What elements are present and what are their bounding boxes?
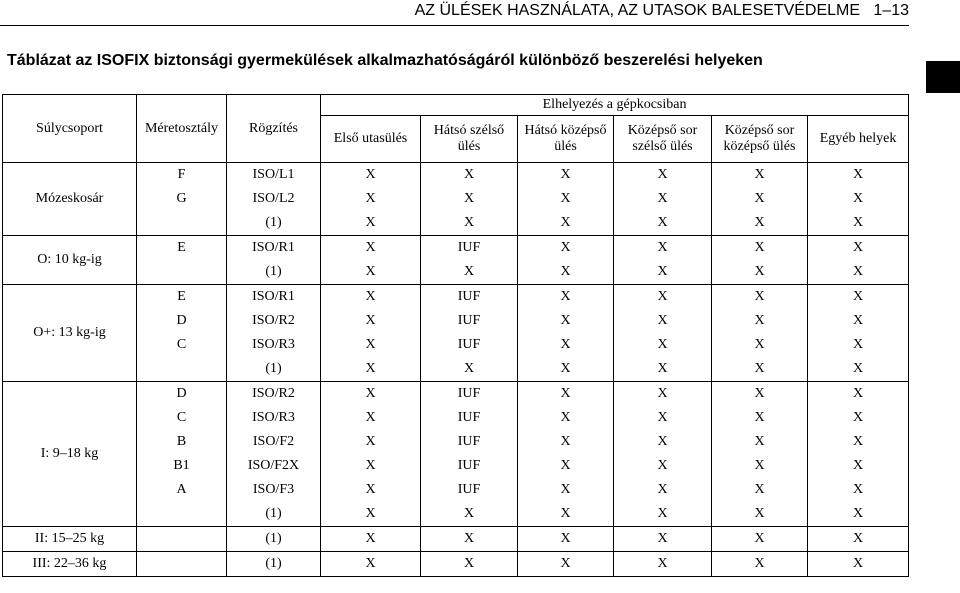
col-header-fixture: Rögzítés [227, 95, 321, 163]
cell-mid-center: X [712, 211, 808, 236]
cell-mid-center: X [712, 552, 808, 577]
cell-other: X [808, 406, 909, 430]
cell-other: X [808, 527, 909, 552]
table-row [3, 382, 909, 407]
cell-fixture: ISO/R2 [227, 382, 321, 407]
table-body [3, 163, 909, 577]
cell-fixture: ISO/R3 [227, 406, 321, 430]
cell-mid-outer: X [614, 163, 712, 188]
table-row [3, 430, 909, 454]
table-row [3, 406, 909, 430]
col-header-weight-group: Súlycsoport [3, 95, 137, 163]
cell-rear-outer: X [421, 260, 518, 285]
cell-front: X [321, 552, 421, 577]
cell-mid-outer: X [614, 309, 712, 333]
cell-front: X [321, 454, 421, 478]
table-row [3, 527, 909, 552]
cell-fixture: ISO/L1 [227, 163, 321, 188]
cell-rear-outer: IUF [421, 285, 518, 310]
cell-rear-center: X [518, 236, 614, 261]
table-row [3, 552, 909, 577]
cell-front: X [321, 285, 421, 310]
cell-front: X [321, 478, 421, 502]
cell-other: X [808, 163, 909, 188]
cell-front: X [321, 236, 421, 261]
col-header-middle-center: Középső sor középső ülés [712, 116, 808, 163]
cell-mid-center: X [712, 430, 808, 454]
cell-other: X [808, 333, 909, 357]
cell-mid-center: X [712, 382, 808, 407]
cell-mid-outer: X [614, 357, 712, 382]
cell-mid-outer: X [614, 187, 712, 211]
cell-size [137, 502, 227, 527]
weight-group-cell: O: 10 kg-ig [3, 236, 137, 285]
cell-other: X [808, 552, 909, 577]
cell-rear-outer: IUF [421, 406, 518, 430]
cell-rear-center: X [518, 406, 614, 430]
cell-rear-center: X [518, 211, 614, 236]
cell-other: X [808, 260, 909, 285]
cell-fixture: (1) [227, 502, 321, 527]
table-row [3, 260, 909, 285]
cell-other: X [808, 285, 909, 310]
col-header-middle-outer: Középső sor szélső ülés [614, 116, 712, 163]
cell-fixture: (1) [227, 527, 321, 552]
cell-mid-center: X [712, 478, 808, 502]
cell-size: D [137, 382, 227, 407]
cell-front: X [321, 406, 421, 430]
cell-size: D [137, 309, 227, 333]
cell-mid-outer: X [614, 382, 712, 407]
cell-size: A [137, 478, 227, 502]
cell-mid-outer: X [614, 333, 712, 357]
cell-size [137, 552, 227, 577]
cell-mid-center: X [712, 236, 808, 261]
page-number: 1–13 [873, 2, 909, 19]
cell-mid-outer: X [614, 478, 712, 502]
weight-group-cell: III: 22–36 kg [3, 552, 137, 577]
weight-group-cell: Mózeskosár [3, 163, 137, 236]
col-header-front-seat: Első utasülés [321, 116, 421, 163]
cell-mid-outer: X [614, 430, 712, 454]
cell-fixture: ISO/F2X [227, 454, 321, 478]
cell-front: X [321, 211, 421, 236]
col-header-rear-outer: Hátsó szélső ülés [421, 116, 518, 163]
cell-rear-outer: X [421, 552, 518, 577]
cell-rear-outer: IUF [421, 478, 518, 502]
cell-size [137, 357, 227, 382]
table-row [3, 187, 909, 211]
cell-fixture: ISO/F3 [227, 478, 321, 502]
running-header [415, 2, 909, 20]
cell-fixture: (1) [227, 211, 321, 236]
cell-front: X [321, 357, 421, 382]
cell-fixture: ISO/R2 [227, 309, 321, 333]
table-row [3, 357, 909, 382]
cell-mid-outer: X [614, 236, 712, 261]
col-header-size-class: Méretosztály [137, 95, 227, 163]
cell-rear-outer: IUF [421, 430, 518, 454]
cell-rear-center: X [518, 552, 614, 577]
weight-group-cell: O+: 13 kg-ig [3, 285, 137, 382]
cell-mid-center: X [712, 527, 808, 552]
weight-group-cell: I: 9–18 kg [3, 382, 137, 527]
cell-rear-center: X [518, 527, 614, 552]
cell-front: X [321, 309, 421, 333]
cell-mid-center: X [712, 502, 808, 527]
col-header-other: Egyéb helyek [808, 116, 909, 163]
cell-rear-center: X [518, 309, 614, 333]
cell-fixture: ISO/F2 [227, 430, 321, 454]
table-row [3, 454, 909, 478]
cell-rear-outer: IUF [421, 236, 518, 261]
cell-rear-outer: IUF [421, 454, 518, 478]
cell-mid-outer: X [614, 406, 712, 430]
cell-size: C [137, 406, 227, 430]
cell-fixture: ISO/R1 [227, 285, 321, 310]
cell-rear-center: X [518, 430, 614, 454]
cell-other: X [808, 211, 909, 236]
cell-fixture: ISO/L2 [227, 187, 321, 211]
cell-mid-center: X [712, 357, 808, 382]
cell-fixture: ISO/R3 [227, 333, 321, 357]
cell-mid-center: X [712, 333, 808, 357]
cell-front: X [321, 527, 421, 552]
cell-rear-center: X [518, 163, 614, 188]
table-row [3, 211, 909, 236]
cell-front: X [321, 502, 421, 527]
cell-fixture: (1) [227, 552, 321, 577]
cell-mid-center: X [712, 406, 808, 430]
cell-mid-outer: X [614, 454, 712, 478]
table-row [3, 163, 909, 188]
table-title: Táblázat az ISOFIX biztonsági gyermekülések alkalmazhatóságáról különböző beszerelési helyeken [7, 52, 763, 69]
cell-rear-outer: X [421, 163, 518, 188]
cell-other: X [808, 502, 909, 527]
cell-rear-center: X [518, 260, 614, 285]
cell-mid-outer: X [614, 211, 712, 236]
cell-rear-center: X [518, 333, 614, 357]
cell-rear-center: X [518, 187, 614, 211]
cell-other: X [808, 187, 909, 211]
isofix-table [2, 94, 909, 577]
cell-mid-center: X [712, 187, 808, 211]
cell-rear-center: X [518, 382, 614, 407]
table-row [3, 285, 909, 310]
table-row [3, 309, 909, 333]
cell-rear-outer: X [421, 502, 518, 527]
header-divider [0, 25, 909, 26]
cell-rear-center: X [518, 502, 614, 527]
cell-mid-outer: X [614, 260, 712, 285]
cell-size [137, 211, 227, 236]
cell-rear-outer: X [421, 527, 518, 552]
cell-mid-center: X [712, 163, 808, 188]
cell-front: X [321, 333, 421, 357]
cell-other: X [808, 430, 909, 454]
cell-other: X [808, 309, 909, 333]
cell-size: F [137, 163, 227, 188]
cell-mid-outer: X [614, 285, 712, 310]
cell-mid-center: X [712, 260, 808, 285]
cell-size: B1 [137, 454, 227, 478]
table-row [3, 502, 909, 527]
chapter-tab-marker [926, 61, 960, 93]
col-header-location-group: Elhelyezés a gépkocsiban [321, 95, 909, 116]
table-row [3, 478, 909, 502]
table-row [3, 236, 909, 261]
cell-other: X [808, 382, 909, 407]
cell-rear-outer: X [421, 211, 518, 236]
cell-other: X [808, 454, 909, 478]
col-header-rear-center: Hátsó középső ülés [518, 116, 614, 163]
cell-mid-outer: X [614, 552, 712, 577]
cell-rear-outer: X [421, 187, 518, 211]
cell-rear-center: X [518, 478, 614, 502]
cell-rear-outer: IUF [421, 382, 518, 407]
cell-mid-center: X [712, 454, 808, 478]
cell-front: X [321, 163, 421, 188]
cell-size: E [137, 285, 227, 310]
cell-other: X [808, 357, 909, 382]
cell-size: E [137, 236, 227, 261]
cell-other: X [808, 478, 909, 502]
cell-mid-center: X [712, 285, 808, 310]
cell-rear-center: X [518, 285, 614, 310]
weight-group-cell: II: 15–25 kg [3, 527, 137, 552]
cell-rear-outer: X [421, 357, 518, 382]
cell-mid-outer: X [614, 527, 712, 552]
cell-size [137, 527, 227, 552]
cell-front: X [321, 382, 421, 407]
cell-rear-outer: IUF [421, 333, 518, 357]
cell-rear-center: X [518, 454, 614, 478]
table-row [3, 333, 909, 357]
section-title: AZ ÜLÉSEK HASZNÁLATA, AZ UTASOK BALESETVÉDELME [414, 2, 861, 19]
cell-size: G [137, 187, 227, 211]
cell-front: X [321, 187, 421, 211]
cell-size: B [137, 430, 227, 454]
cell-other: X [808, 236, 909, 261]
cell-fixture: (1) [227, 260, 321, 285]
cell-mid-center: X [712, 309, 808, 333]
cell-size: C [137, 333, 227, 357]
cell-fixture: ISO/R1 [227, 236, 321, 261]
cell-rear-center: X [518, 357, 614, 382]
cell-rear-outer: IUF [421, 309, 518, 333]
cell-front: X [321, 430, 421, 454]
cell-fixture: (1) [227, 357, 321, 382]
cell-mid-outer: X [614, 502, 712, 527]
cell-front: X [321, 260, 421, 285]
cell-size [137, 260, 227, 285]
